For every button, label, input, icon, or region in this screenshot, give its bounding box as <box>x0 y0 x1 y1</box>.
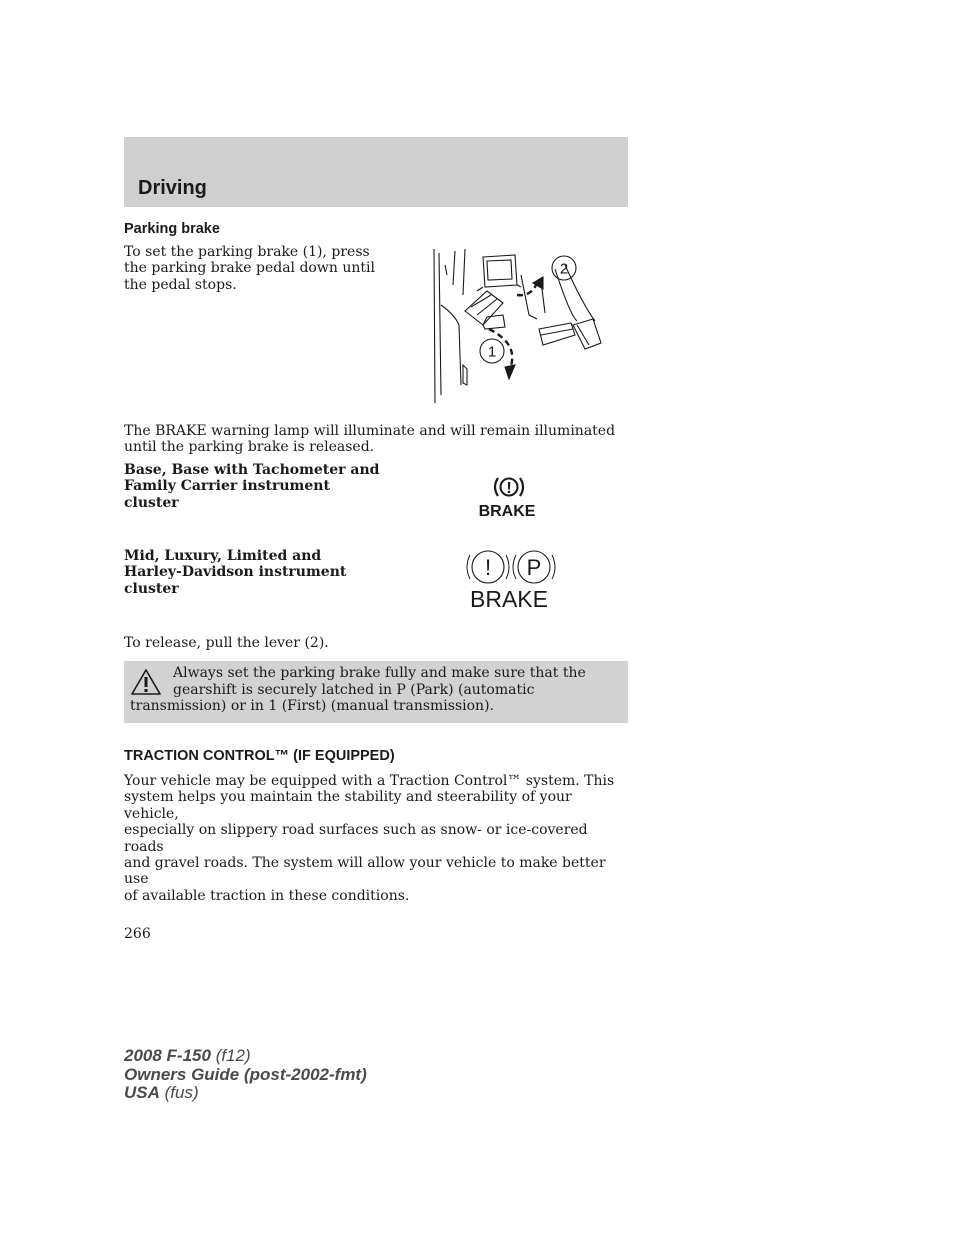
warning-line-3: transmission) or in 1 (First) (manual transmission). <box>130 698 494 714</box>
parking-brake-set-text: To set the parking brake (1), press the parking brake pedal down until the pedal stops. <box>124 244 375 293</box>
cluster-mid-label: Mid, Luxury, Limited and Harley-Davidson instrument cluster <box>124 548 347 597</box>
warning-line-1: Always set the parking brake fully and make sure that the <box>173 665 586 681</box>
traction-control-heading: TRACTION CONTROL™ (IF EQUIPPED) <box>124 748 395 764</box>
svg-text:BRAKE: BRAKE <box>470 586 548 612</box>
brake-park-warning-lamp-icon <box>462 547 558 611</box>
release-text: To release, pull the lever (2). <box>124 635 329 651</box>
svg-text:!: ! <box>506 480 512 497</box>
brake-lamp-text: The BRAKE warning lamp will illuminate and will remain illuminated until the parking brake is released. <box>124 423 616 456</box>
cluster-base-label: Base, Base with Tachometer and Family Carrier instrument cluster <box>124 462 380 511</box>
warning-line-2: gearshift is securely latched in P (Park) (automatic <box>173 682 535 698</box>
parking-brake-heading: Parking brake <box>124 221 220 237</box>
brake-warning-lamp-icon <box>478 474 536 520</box>
svg-text:BRAKE: BRAKE <box>478 503 536 520</box>
warning-triangle-icon <box>130 668 162 696</box>
callout-2: 2 <box>559 260 569 278</box>
document-footer: 2008 F-150 (f12) Owners Guide (post-2002-fmt) USA (fus) <box>124 1046 367 1102</box>
traction-control-text: Your vehicle may be equipped with a Traction Control™ system. This system helps you maintain the stability and steerability of your vehicle, especially on slippery road surfaces such as snow- or ice-covered roads and gravel roads. The system will allow your vehicle to make better use of available traction in these conditions. <box>124 773 615 904</box>
section-title: Driving <box>138 177 207 199</box>
callout-1: 1 <box>487 343 497 361</box>
svg-text:!: ! <box>484 555 492 580</box>
parking-brake-pedal-illustration <box>425 245 615 407</box>
page-number: 266 <box>124 926 151 942</box>
svg-text:P: P <box>526 555 542 580</box>
